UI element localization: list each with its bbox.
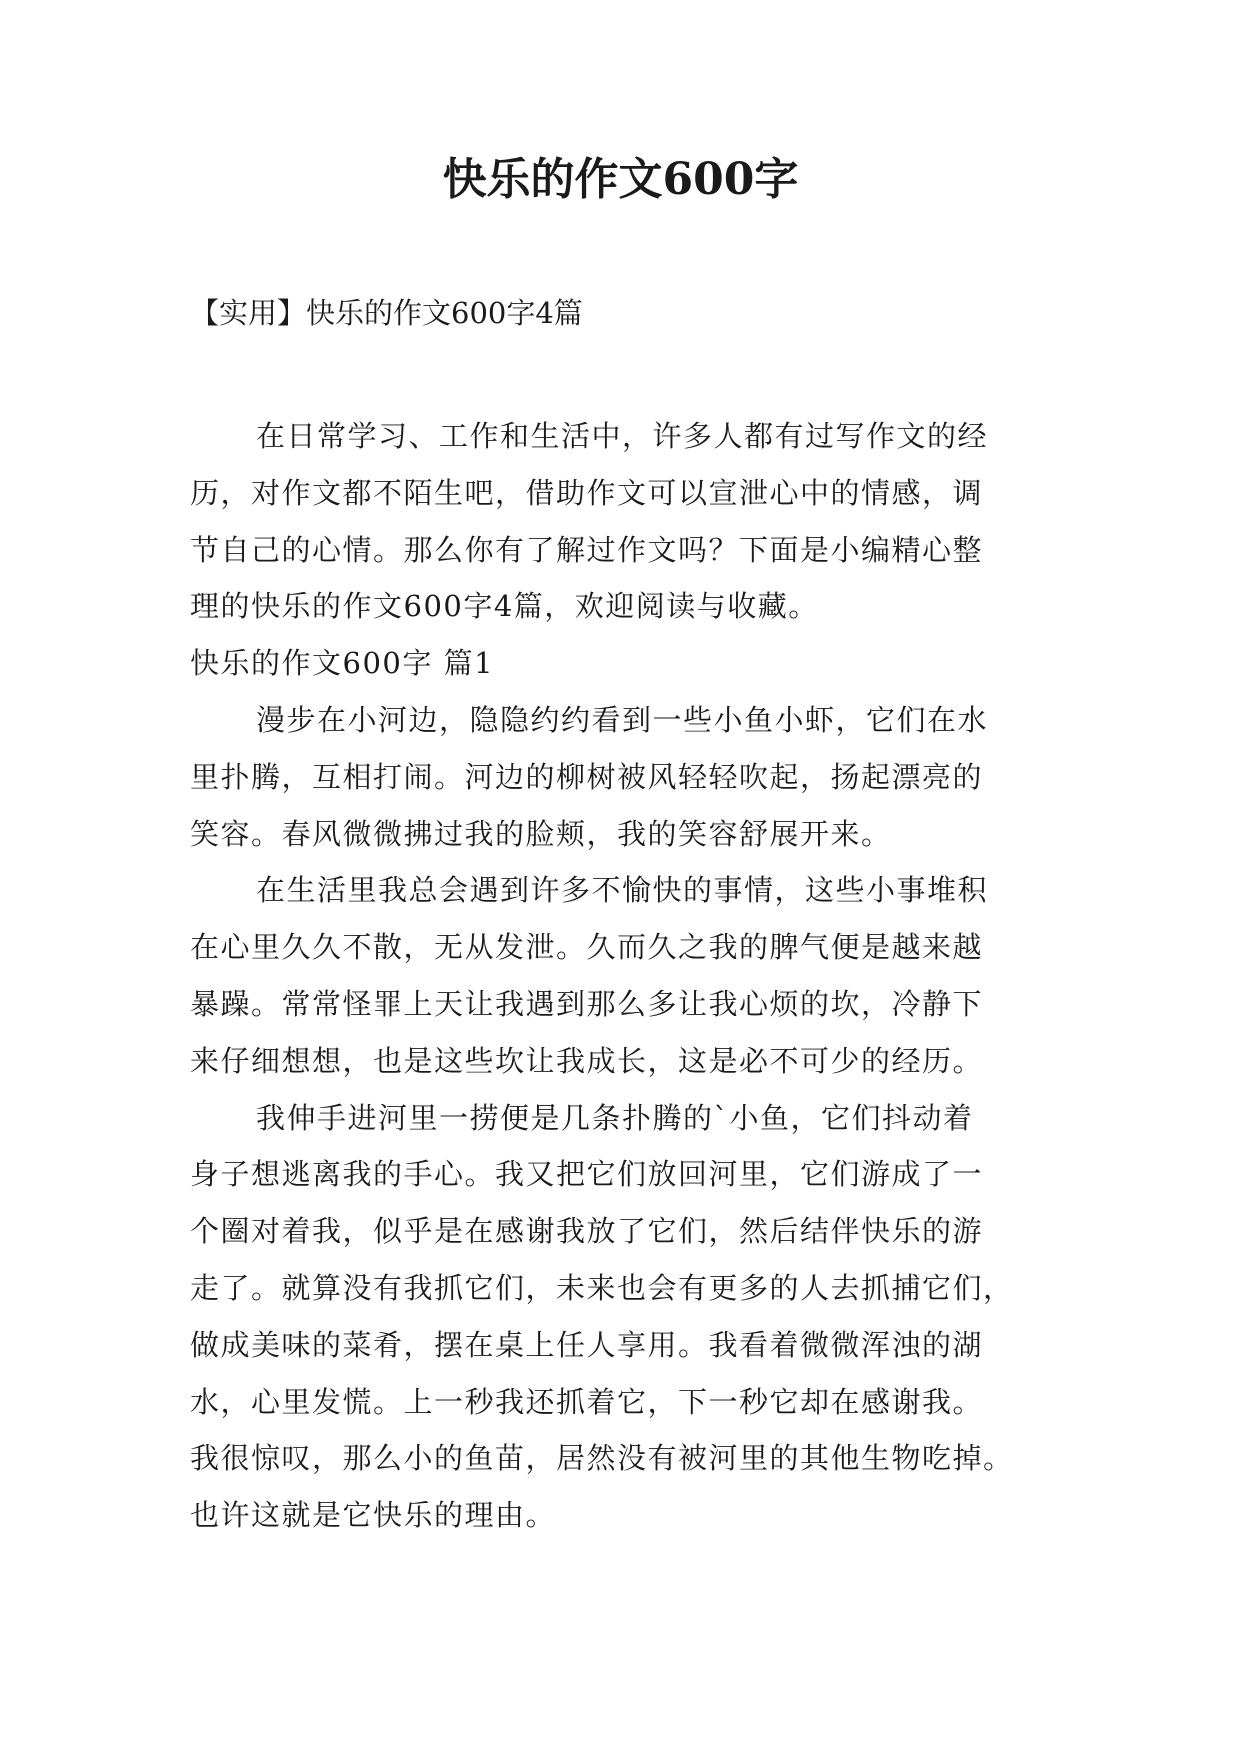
document-subtitle: 【实用】快乐的作文600字4篇 <box>190 296 583 330</box>
paragraph-line: 在生活里我总会遇到许多不愉快的事情，这些小事堆积 <box>256 873 989 908</box>
document-title: 快乐的作文600字 <box>442 154 799 205</box>
paragraph-line: 暴躁。常常怪罪上天让我遇到那么多让我心烦的坎，冷静下 <box>190 986 984 1021</box>
paragraph-line: 个圈对着我，似乎是在感谢我放了它们，然后结伴快乐的游 <box>190 1214 984 1249</box>
paragraph-line: 也许这就是它快乐的理由。 <box>190 1498 557 1533</box>
paragraph-line: 来仔细想想，也是这些坎让我成长，这是必不可少的经历。 <box>190 1043 984 1078</box>
paragraph-line: 在日常学习、工作和生活中，许多人都有过写作文的经 <box>256 419 989 453</box>
paragraph-line: 我伸手进河里一捞便是几条扑腾的`小鱼，它们抖动着 <box>256 1100 974 1135</box>
paragraph-line: 笑容。春风微微拂过我的脸颊，我的笑容舒展开来。 <box>190 816 892 851</box>
paragraph-line: 节自己的心情。那么你有了解过作文吗？下面是小编精心整 <box>190 532 984 567</box>
paragraph-line: 水，心里发慌。上一秒我还抓着它，下一秒它却在感谢我。 <box>190 1384 984 1419</box>
paragraph-line: 理的快乐的作文600字4篇，欢迎阅读与收藏。 <box>190 589 819 624</box>
paragraph-line: 里扑腾，互相打闹。河边的柳树被风轻轻吹起，扬起漂亮的 <box>190 759 984 794</box>
document-body <box>190 408 1070 1544</box>
paragraph-line: 在心里久久不散，无从发泄。久而久之我的脾气便是越来越 <box>190 930 984 965</box>
paragraph-line: 漫步在小河边，隐隐约约看到一些小鱼小虾，它们在水 <box>256 702 989 737</box>
paragraph-line: 做成美味的菜肴，摆在桌上任人享用。我看着微微浑浊的湖 <box>190 1327 984 1362</box>
paragraph-line: 历，对作文都不陌生吧，借助作文可以宣泄心中的情感，调 <box>190 475 984 510</box>
paragraph-line: 身子想逃离我的手心。我又把它们放回河里，它们游成了一 <box>190 1157 984 1192</box>
section-heading: 快乐的作文600字 篇1 <box>190 646 495 681</box>
paragraph-line: 我很惊叹，那么小的鱼苗，居然没有被河里的其他生物吃掉。 <box>190 1441 1014 1476</box>
paragraph-line: 走了。就算没有我抓它们，未来也会有更多的人去抓捕它们， <box>190 1270 1014 1305</box>
